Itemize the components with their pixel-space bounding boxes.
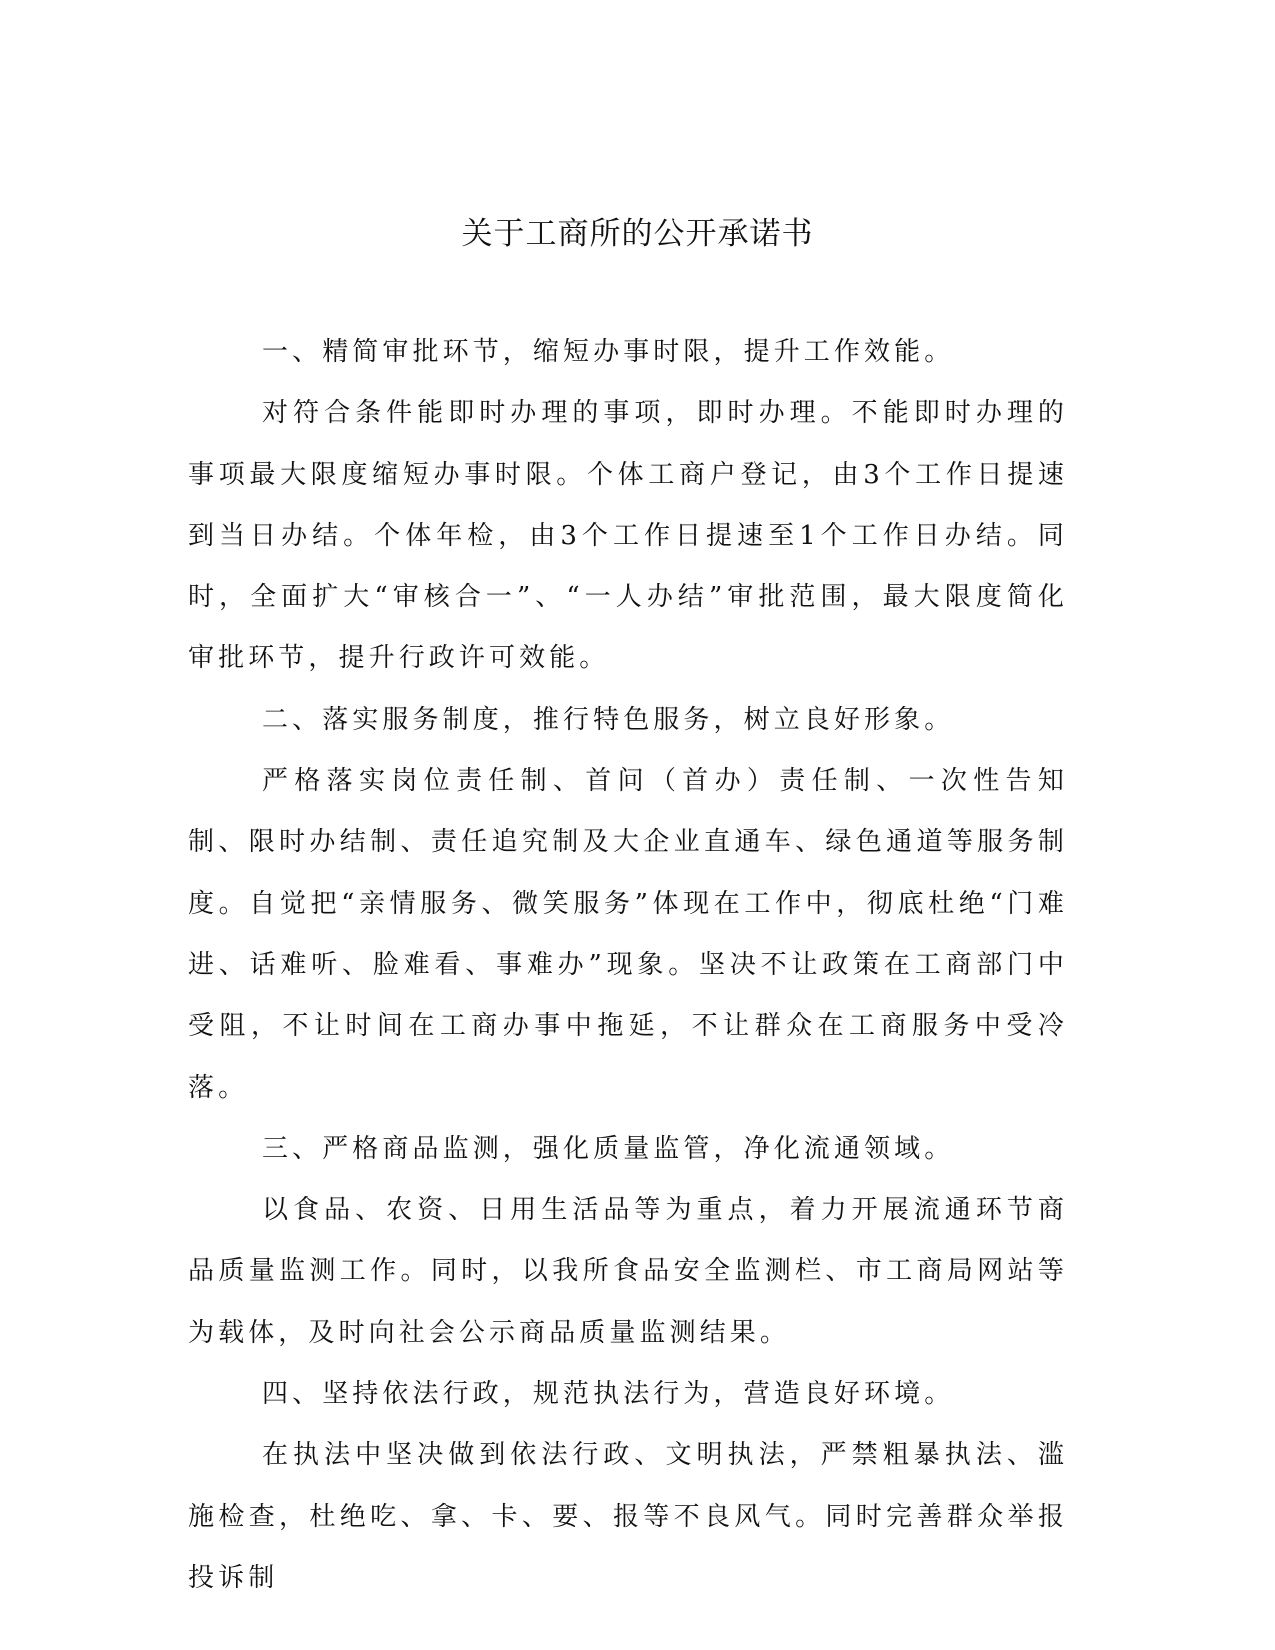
body-paragraph: 对符合条件能即时办理的事项，即时办理。不能即时办理的事项最大限度缩短办事时限。个体工商户登记，由3个工作日提速到当日办结。个体年检，由3个工作日提速至1个工作日办结。同时，全面扩大“审核合一”、“一人办结”审批范围，最大限度简化审批环节，提升行政许可效能。 <box>188 398 1068 674</box>
section-heading-3: 三、严格商品监测，强化质量监管，净化流通领域。 <box>262 1133 955 1164</box>
document-title: 关于工商所的公开承诺书 <box>461 216 814 252</box>
section-heading-4: 四、坚持依法行政，规范执法行为，营造良好环境。 <box>262 1379 955 1410</box>
body-paragraph: 以食品、农资、日用生活品等为重点，着力开展流通环节商品质量监测工作。同时，以我所食品安全监测栏、市工商局网站等为载体，及时向社会公示商品质量监测结果。 <box>188 1195 1068 1348</box>
section-heading-2: 二、落实服务制度，推行特色服务，树立良好形象。 <box>262 704 955 735</box>
section-heading-1: 一、精简审批环节，缩短办事时限，提升工作效能。 <box>262 337 955 367</box>
body-paragraph: 严格落实岗位责任制、首问（首办）责任制、一次性告知制、限时办结制、责任追究制及大企业直通车、绿色通道等服务制度。自觉把“亲情服务、微笑服务”体现在工作中，彻底杜绝“门难进、话难听、脸难看、事难办”现象。坚决不让政策在工商部门中受阻，不让时间在工商办事中拖延，不让群众在工商服务中受冷落。 <box>188 766 1068 1103</box>
document-body <box>188 322 1068 1609</box>
body-paragraph: 在执法中坚决做到依法行政、文明执法，严禁粗暴执法、滥施检查，杜绝吃、拿、卡、要、报等不良风气。同时完善群众举报投诉制 <box>188 1440 1068 1593</box>
